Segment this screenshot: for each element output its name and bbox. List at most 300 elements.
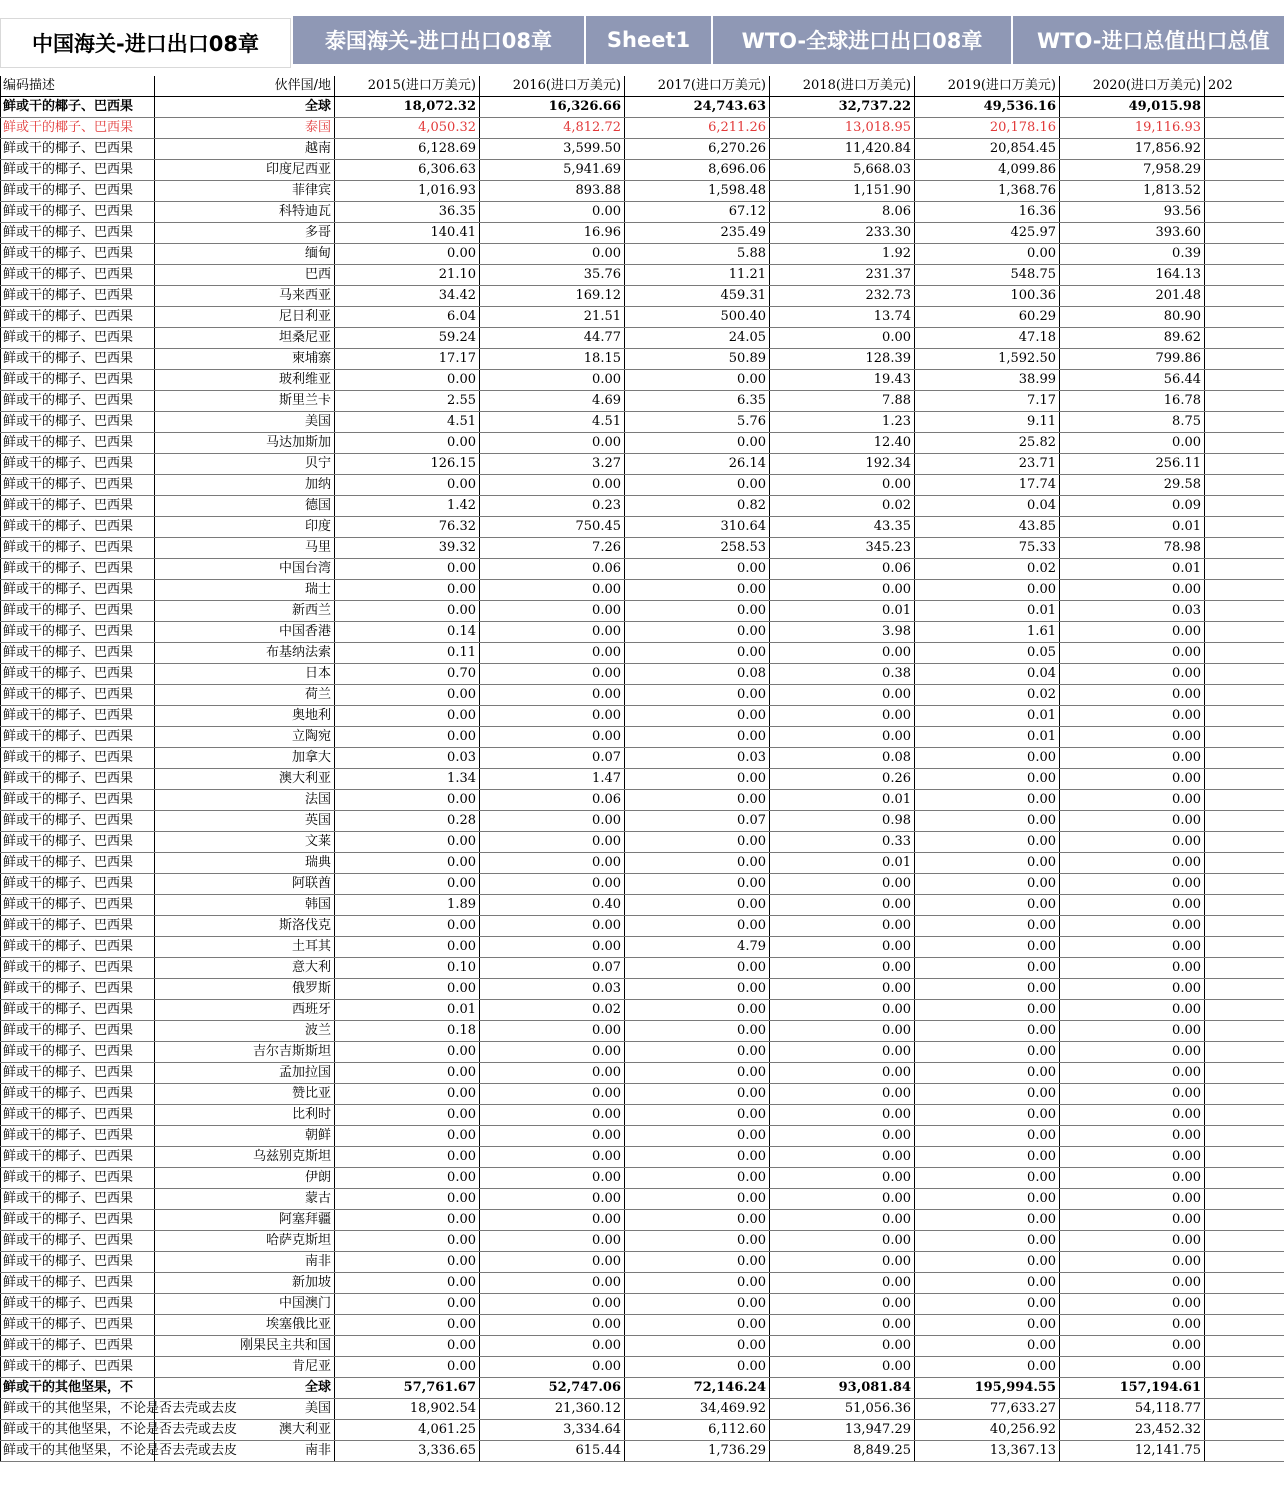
- cell-partner[interactable]: 斯洛伐克: [155, 916, 335, 937]
- cell-value[interactable]: 0.00: [1060, 622, 1205, 643]
- cell-value[interactable]: 0.00: [625, 706, 770, 727]
- cell-empty[interactable]: [1205, 1336, 1284, 1357]
- cell-value[interactable]: 18,902.54: [335, 1399, 480, 1420]
- cell-value[interactable]: 0.00: [625, 874, 770, 895]
- cell-empty[interactable]: [1205, 937, 1284, 958]
- header-cell[interactable]: 伙伴国/地: [155, 76, 335, 97]
- cell-value[interactable]: 75.33: [915, 538, 1060, 559]
- cell-value[interactable]: 0.00: [335, 1084, 480, 1105]
- cell-value[interactable]: 20,178.16: [915, 118, 1060, 139]
- cell-empty[interactable]: [1205, 664, 1284, 685]
- header-cell[interactable]: 编码描述: [1, 76, 155, 97]
- cell-empty[interactable]: [1205, 1399, 1284, 1420]
- cell-empty[interactable]: [1205, 832, 1284, 853]
- cell-partner[interactable]: 立陶宛: [155, 727, 335, 748]
- cell-value[interactable]: 0.00: [915, 937, 1060, 958]
- cell-value[interactable]: 0.00: [335, 790, 480, 811]
- cell-value[interactable]: 0.07: [480, 748, 625, 769]
- cell-empty[interactable]: [1205, 748, 1284, 769]
- cell-value[interactable]: 16.96: [480, 223, 625, 244]
- cell-value[interactable]: 0.00: [625, 1105, 770, 1126]
- cell-empty[interactable]: [1205, 286, 1284, 307]
- cell-value[interactable]: 0.00: [1060, 706, 1205, 727]
- cell-partner[interactable]: 巴西: [155, 265, 335, 286]
- cell-value[interactable]: 72,146.24: [625, 1378, 770, 1399]
- cell-partner[interactable]: 布基纳法索: [155, 643, 335, 664]
- cell-value[interactable]: 0.00: [625, 1126, 770, 1147]
- cell-description[interactable]: 鲜或干的椰子、巴西果: [1, 412, 155, 433]
- cell-empty[interactable]: [1205, 391, 1284, 412]
- cell-value[interactable]: 0.00: [915, 1063, 1060, 1084]
- cell-value[interactable]: 93.56: [1060, 202, 1205, 223]
- cell-value[interactable]: 47.18: [915, 328, 1060, 349]
- cell-value[interactable]: 0.00: [1060, 1315, 1205, 1336]
- cell-value[interactable]: 0.00: [480, 706, 625, 727]
- cell-value[interactable]: 21.10: [335, 265, 480, 286]
- cell-description[interactable]: 鲜或干的椰子、巴西果: [1, 1336, 155, 1357]
- cell-value[interactable]: 0.00: [625, 559, 770, 580]
- cell-value[interactable]: 36.35: [335, 202, 480, 223]
- cell-value[interactable]: 0.01: [915, 706, 1060, 727]
- cell-value[interactable]: 548.75: [915, 265, 1060, 286]
- cell-value[interactable]: 18,072.32: [335, 97, 480, 118]
- cell-partner[interactable]: 蒙古: [155, 1189, 335, 1210]
- cell-value[interactable]: 0.00: [1060, 1084, 1205, 1105]
- cell-partner[interactable]: 玻利维亚: [155, 370, 335, 391]
- cell-empty[interactable]: [1205, 790, 1284, 811]
- cell-description[interactable]: 鲜或干的其他坚果，不论是否去壳或去皮: [1, 1420, 155, 1441]
- cell-value[interactable]: 0.00: [770, 643, 915, 664]
- cell-value[interactable]: 18.15: [480, 349, 625, 370]
- cell-value[interactable]: 140.41: [335, 223, 480, 244]
- cell-value[interactable]: 3,336.65: [335, 1441, 480, 1462]
- cell-value[interactable]: 0.00: [335, 1042, 480, 1063]
- cell-partner[interactable]: 法国: [155, 790, 335, 811]
- cell-value[interactable]: 0.00: [335, 937, 480, 958]
- cell-value[interactable]: 0.02: [915, 559, 1060, 580]
- cell-partner[interactable]: 瑞士: [155, 580, 335, 601]
- cell-value[interactable]: 0.40: [480, 895, 625, 916]
- cell-value[interactable]: 0.00: [1060, 832, 1205, 853]
- cell-value[interactable]: 49,015.98: [1060, 97, 1205, 118]
- spreadsheet-grid[interactable]: [0, 76, 1284, 1491]
- cell-value[interactable]: 425.97: [915, 223, 1060, 244]
- cell-value[interactable]: 0.00: [335, 685, 480, 706]
- cell-value[interactable]: 0.00: [1060, 1210, 1205, 1231]
- cell-value[interactable]: 0.00: [770, 874, 915, 895]
- cell-description[interactable]: 鲜或干的椰子、巴西果: [1, 979, 155, 1000]
- cell-value[interactable]: 0.00: [625, 1147, 770, 1168]
- cell-value[interactable]: 8,696.06: [625, 160, 770, 181]
- cell-value[interactable]: 0.00: [770, 685, 915, 706]
- cell-value[interactable]: 393.60: [1060, 223, 1205, 244]
- cell-value[interactable]: 0.00: [335, 874, 480, 895]
- cell-value[interactable]: 13,947.29: [770, 1420, 915, 1441]
- cell-value[interactable]: 17,856.92: [1060, 139, 1205, 160]
- cell-empty[interactable]: [1205, 1210, 1284, 1231]
- cell-partner[interactable]: 肯尼亚: [155, 1357, 335, 1378]
- cell-empty[interactable]: [1205, 160, 1284, 181]
- cell-empty[interactable]: [1205, 118, 1284, 139]
- cell-value[interactable]: 77,633.27: [915, 1399, 1060, 1420]
- cell-value[interactable]: 6,112.60: [625, 1420, 770, 1441]
- cell-value[interactable]: 0.00: [915, 1294, 1060, 1315]
- cell-value[interactable]: 0.00: [1060, 433, 1205, 454]
- cell-value[interactable]: 0.00: [915, 1126, 1060, 1147]
- cell-partner[interactable]: 印度: [155, 517, 335, 538]
- cell-value[interactable]: 3,334.64: [480, 1420, 625, 1441]
- cell-value[interactable]: 0.00: [480, 1273, 625, 1294]
- cell-value[interactable]: 43.85: [915, 517, 1060, 538]
- cell-value[interactable]: 17.74: [915, 475, 1060, 496]
- cell-value[interactable]: 0.00: [335, 244, 480, 265]
- cell-description[interactable]: 鲜或干的椰子、巴西果: [1, 685, 155, 706]
- cell-value[interactable]: 0.00: [915, 958, 1060, 979]
- cell-value[interactable]: 21,360.12: [480, 1399, 625, 1420]
- cell-description[interactable]: 鲜或干的椰子、巴西果: [1, 1252, 155, 1273]
- cell-value[interactable]: 7.88: [770, 391, 915, 412]
- cell-value[interactable]: 0.01: [915, 727, 1060, 748]
- cell-description[interactable]: 鲜或干的椰子、巴西果: [1, 475, 155, 496]
- cell-empty[interactable]: [1205, 1357, 1284, 1378]
- cell-value[interactable]: 17.17: [335, 349, 480, 370]
- cell-value[interactable]: 0.00: [625, 1189, 770, 1210]
- cell-value[interactable]: 0.00: [480, 811, 625, 832]
- cell-empty[interactable]: [1205, 916, 1284, 937]
- cell-value[interactable]: 100.36: [915, 286, 1060, 307]
- cell-value[interactable]: 8.06: [770, 202, 915, 223]
- cell-description[interactable]: 鲜或干的椰子、巴西果: [1, 706, 155, 727]
- cell-partner[interactable]: 澳大利亚: [155, 769, 335, 790]
- cell-description[interactable]: 鲜或干的椰子、巴西果: [1, 874, 155, 895]
- cell-value[interactable]: 0.00: [480, 1021, 625, 1042]
- cell-value[interactable]: 4,099.86: [915, 160, 1060, 181]
- cell-description[interactable]: 鲜或干的椰子、巴西果: [1, 769, 155, 790]
- cell-description[interactable]: 鲜或干的椰子、巴西果: [1, 349, 155, 370]
- cell-value[interactable]: 0.00: [625, 1084, 770, 1105]
- cell-value[interactable]: 0.00: [625, 916, 770, 937]
- cell-empty[interactable]: [1205, 1273, 1284, 1294]
- cell-value[interactable]: 0.00: [625, 622, 770, 643]
- cell-empty[interactable]: [1205, 1315, 1284, 1336]
- header-cell[interactable]: 2017(进口万美元): [625, 76, 770, 97]
- cell-value[interactable]: 52,747.06: [480, 1378, 625, 1399]
- cell-value[interactable]: 0.00: [625, 769, 770, 790]
- cell-value[interactable]: 0.00: [770, 916, 915, 937]
- cell-value[interactable]: 0.00: [625, 1231, 770, 1252]
- cell-partner[interactable]: 马里: [155, 538, 335, 559]
- cell-description[interactable]: 鲜或干的椰子、巴西果: [1, 370, 155, 391]
- cell-value[interactable]: 1.34: [335, 769, 480, 790]
- cell-value[interactable]: 0.00: [335, 475, 480, 496]
- cell-value[interactable]: 0.02: [915, 685, 1060, 706]
- cell-value[interactable]: 4.51: [335, 412, 480, 433]
- cell-partner[interactable]: 全球: [155, 97, 335, 118]
- cell-value[interactable]: 195,994.55: [915, 1378, 1060, 1399]
- cell-value[interactable]: 0.00: [625, 370, 770, 391]
- cell-value[interactable]: 0.01: [915, 601, 1060, 622]
- sheet-tab-wto-total[interactable]: WTO-进口总值出口总值: [1013, 16, 1284, 64]
- cell-value[interactable]: 40,256.92: [915, 1420, 1060, 1441]
- cell-empty[interactable]: [1205, 1105, 1284, 1126]
- cell-value[interactable]: 0.00: [335, 1126, 480, 1147]
- cell-value[interactable]: 1.47: [480, 769, 625, 790]
- cell-value[interactable]: 157,194.61: [1060, 1378, 1205, 1399]
- cell-value[interactable]: 5,941.69: [480, 160, 625, 181]
- cell-partner[interactable]: 加拿大: [155, 748, 335, 769]
- cell-value[interactable]: 0.00: [1060, 811, 1205, 832]
- cell-partner[interactable]: 坦桑尼亚: [155, 328, 335, 349]
- cell-value[interactable]: 0.00: [1060, 790, 1205, 811]
- cell-value[interactable]: 0.82: [625, 496, 770, 517]
- cell-description[interactable]: 鲜或干的椰子、巴西果: [1, 1126, 155, 1147]
- cell-value[interactable]: 0.10: [335, 958, 480, 979]
- cell-value[interactable]: 0.98: [770, 811, 915, 832]
- cell-value[interactable]: 4.79: [625, 937, 770, 958]
- cell-value[interactable]: 0.00: [480, 664, 625, 685]
- cell-partner[interactable]: 吉尔吉斯斯坦: [155, 1042, 335, 1063]
- cell-value[interactable]: 0.00: [625, 1252, 770, 1273]
- cell-value[interactable]: 0.00: [915, 874, 1060, 895]
- cell-value[interactable]: 0.00: [915, 1105, 1060, 1126]
- cell-value[interactable]: 0.07: [625, 811, 770, 832]
- cell-value[interactable]: 0.00: [480, 622, 625, 643]
- cell-value[interactable]: 0.00: [1060, 769, 1205, 790]
- cell-partner[interactable]: 斯里兰卡: [155, 391, 335, 412]
- cell-value[interactable]: 0.00: [1060, 643, 1205, 664]
- cell-value[interactable]: 0.00: [1060, 979, 1205, 1000]
- cell-empty[interactable]: [1205, 454, 1284, 475]
- cell-value[interactable]: 0.00: [480, 1231, 625, 1252]
- cell-value[interactable]: 0.00: [1060, 1168, 1205, 1189]
- cell-value[interactable]: 0.00: [915, 244, 1060, 265]
- cell-description[interactable]: 鲜或干的椰子、巴西果: [1, 1042, 155, 1063]
- cell-value[interactable]: 9.11: [915, 412, 1060, 433]
- cell-partner[interactable]: 西班牙: [155, 1000, 335, 1021]
- cell-value[interactable]: 0.00: [770, 1189, 915, 1210]
- cell-value[interactable]: 0.00: [335, 1315, 480, 1336]
- cell-value[interactable]: 0.00: [335, 580, 480, 601]
- cell-value[interactable]: 44.77: [480, 328, 625, 349]
- cell-description[interactable]: 鲜或干的其他坚果，不: [1, 1378, 155, 1399]
- cell-value[interactable]: 54,118.77: [1060, 1399, 1205, 1420]
- cell-empty[interactable]: [1205, 517, 1284, 538]
- cell-empty[interactable]: [1205, 706, 1284, 727]
- cell-value[interactable]: 192.34: [770, 454, 915, 475]
- cell-value[interactable]: 0.01: [335, 1000, 480, 1021]
- cell-description[interactable]: 鲜或干的椰子、巴西果: [1, 1231, 155, 1252]
- cell-value[interactable]: 0.00: [335, 370, 480, 391]
- cell-partner[interactable]: 荷兰: [155, 685, 335, 706]
- cell-empty[interactable]: [1205, 412, 1284, 433]
- cell-value[interactable]: 0.00: [480, 1357, 625, 1378]
- cell-value[interactable]: 19.43: [770, 370, 915, 391]
- cell-value[interactable]: 0.00: [480, 1105, 625, 1126]
- cell-empty[interactable]: [1205, 1063, 1284, 1084]
- cell-value[interactable]: 0.00: [1060, 1231, 1205, 1252]
- cell-value[interactable]: 0.00: [625, 475, 770, 496]
- cell-empty[interactable]: [1205, 853, 1284, 874]
- cell-value[interactable]: 0.03: [1060, 601, 1205, 622]
- cell-value[interactable]: 0.11: [335, 643, 480, 664]
- cell-value[interactable]: 0.00: [335, 601, 480, 622]
- cell-value[interactable]: 0.00: [335, 1147, 480, 1168]
- cell-value[interactable]: 0.00: [480, 244, 625, 265]
- cell-value[interactable]: 0.00: [625, 685, 770, 706]
- cell-value[interactable]: 0.00: [480, 874, 625, 895]
- cell-value[interactable]: 35.76: [480, 265, 625, 286]
- cell-value[interactable]: 1,598.48: [625, 181, 770, 202]
- cell-value[interactable]: 2.55: [335, 391, 480, 412]
- cell-empty[interactable]: [1205, 1042, 1284, 1063]
- cell-value[interactable]: 0.00: [770, 937, 915, 958]
- cell-value[interactable]: 0.00: [480, 832, 625, 853]
- cell-value[interactable]: 0.00: [1060, 874, 1205, 895]
- cell-partner[interactable]: 中国澳门: [155, 1294, 335, 1315]
- cell-description[interactable]: 鲜或干的椰子、巴西果: [1, 307, 155, 328]
- cell-value[interactable]: 0.03: [335, 748, 480, 769]
- cell-value[interactable]: 0.00: [335, 727, 480, 748]
- cell-description[interactable]: 鲜或干的椰子、巴西果: [1, 643, 155, 664]
- cell-value[interactable]: 0.00: [625, 1294, 770, 1315]
- cell-value[interactable]: 0.00: [770, 1168, 915, 1189]
- cell-partner[interactable]: 尼日利亚: [155, 307, 335, 328]
- cell-value[interactable]: 500.40: [625, 307, 770, 328]
- cell-partner[interactable]: 瑞典: [155, 853, 335, 874]
- cell-value[interactable]: 6,211.26: [625, 118, 770, 139]
- cell-description[interactable]: 鲜或干的椰子、巴西果: [1, 853, 155, 874]
- cell-value[interactable]: 0.00: [1060, 1021, 1205, 1042]
- cell-value[interactable]: 12,141.75: [1060, 1441, 1205, 1462]
- cell-description[interactable]: 鲜或干的椰子、巴西果: [1, 1021, 155, 1042]
- cell-value[interactable]: 0.00: [480, 1294, 625, 1315]
- cell-partner[interactable]: 伊朗: [155, 1168, 335, 1189]
- cell-partner[interactable]: 越南: [155, 139, 335, 160]
- cell-empty[interactable]: [1205, 1420, 1284, 1441]
- cell-empty[interactable]: [1205, 1294, 1284, 1315]
- cell-value[interactable]: 5.88: [625, 244, 770, 265]
- cell-value[interactable]: 201.48: [1060, 286, 1205, 307]
- cell-partner[interactable]: 土耳其: [155, 937, 335, 958]
- cell-empty[interactable]: [1205, 496, 1284, 517]
- cell-value[interactable]: 0.00: [335, 1336, 480, 1357]
- cell-value[interactable]: 0.00: [1060, 1357, 1205, 1378]
- cell-value[interactable]: 0.23: [480, 496, 625, 517]
- cell-value[interactable]: 0.00: [915, 853, 1060, 874]
- cell-empty[interactable]: [1205, 1126, 1284, 1147]
- cell-value[interactable]: 0.00: [480, 1210, 625, 1231]
- cell-empty[interactable]: [1205, 244, 1284, 265]
- cell-empty[interactable]: [1205, 622, 1284, 643]
- cell-value[interactable]: 615.44: [480, 1441, 625, 1462]
- cell-value[interactable]: 0.00: [335, 1105, 480, 1126]
- cell-value[interactable]: 0.04: [915, 664, 1060, 685]
- cell-value[interactable]: 0.28: [335, 811, 480, 832]
- cell-empty[interactable]: [1205, 979, 1284, 1000]
- cell-description[interactable]: 鲜或干的椰子、巴西果: [1, 664, 155, 685]
- cell-partner[interactable]: 韩国: [155, 895, 335, 916]
- cell-value[interactable]: 0.00: [915, 1231, 1060, 1252]
- cell-value[interactable]: 13.74: [770, 307, 915, 328]
- cell-empty[interactable]: [1205, 475, 1284, 496]
- cell-value[interactable]: 0.00: [480, 475, 625, 496]
- cell-value[interactable]: 0.07: [480, 958, 625, 979]
- cell-value[interactable]: 0.00: [770, 1315, 915, 1336]
- cell-value[interactable]: 0.06: [480, 790, 625, 811]
- sheet-tab-thailand-customs[interactable]: 泰国海关-进口出口08章: [293, 16, 586, 64]
- cell-value[interactable]: 0.00: [335, 979, 480, 1000]
- cell-description[interactable]: 鲜或干的椰子、巴西果: [1, 1105, 155, 1126]
- cell-value[interactable]: 0.00: [1060, 1189, 1205, 1210]
- cell-value[interactable]: 0.00: [335, 706, 480, 727]
- cell-description[interactable]: 鲜或干的椰子、巴西果: [1, 811, 155, 832]
- cell-partner[interactable]: 柬埔寨: [155, 349, 335, 370]
- cell-partner[interactable]: 波兰: [155, 1021, 335, 1042]
- cell-value[interactable]: 0.00: [480, 601, 625, 622]
- cell-partner[interactable]: 文莱: [155, 832, 335, 853]
- cell-value[interactable]: 60.29: [915, 307, 1060, 328]
- cell-value[interactable]: 0.00: [915, 1000, 1060, 1021]
- cell-description[interactable]: 鲜或干的椰子、巴西果: [1, 1000, 155, 1021]
- cell-value[interactable]: 0.00: [770, 328, 915, 349]
- cell-value[interactable]: 23,452.32: [1060, 1420, 1205, 1441]
- cell-value[interactable]: 0.00: [625, 643, 770, 664]
- cell-value[interactable]: 0.00: [480, 202, 625, 223]
- cell-value[interactable]: 67.12: [625, 202, 770, 223]
- cell-value[interactable]: 0.00: [1060, 916, 1205, 937]
- cell-value[interactable]: 0.00: [770, 1231, 915, 1252]
- cell-value[interactable]: 24,743.63: [625, 97, 770, 118]
- cell-value[interactable]: 310.64: [625, 517, 770, 538]
- cell-value[interactable]: 6,306.63: [335, 160, 480, 181]
- cell-value[interactable]: 0.00: [625, 1273, 770, 1294]
- cell-value[interactable]: 0.00: [915, 1357, 1060, 1378]
- cell-empty[interactable]: [1205, 874, 1284, 895]
- cell-value[interactable]: 0.00: [770, 1084, 915, 1105]
- cell-value[interactable]: 0.00: [1060, 748, 1205, 769]
- cell-value[interactable]: 80.90: [1060, 307, 1205, 328]
- cell-value[interactable]: 0.01: [770, 790, 915, 811]
- cell-value[interactable]: 0.05: [915, 643, 1060, 664]
- cell-value[interactable]: 0.00: [770, 1252, 915, 1273]
- cell-value[interactable]: 0.00: [770, 1042, 915, 1063]
- cell-value[interactable]: 0.00: [915, 811, 1060, 832]
- cell-value[interactable]: 0.00: [915, 895, 1060, 916]
- cell-partner[interactable]: 贝宁: [155, 454, 335, 475]
- cell-empty[interactable]: [1205, 370, 1284, 391]
- cell-description[interactable]: 鲜或干的椰子、巴西果: [1, 433, 155, 454]
- cell-value[interactable]: 43.35: [770, 517, 915, 538]
- cell-value[interactable]: 39.32: [335, 538, 480, 559]
- cell-value[interactable]: 0.00: [915, 790, 1060, 811]
- cell-value[interactable]: 0.00: [625, 727, 770, 748]
- cell-value[interactable]: 4.69: [480, 391, 625, 412]
- cell-value[interactable]: 0.00: [770, 475, 915, 496]
- cell-value[interactable]: 0.00: [915, 1042, 1060, 1063]
- cell-value[interactable]: 0.00: [915, 1168, 1060, 1189]
- cell-value[interactable]: 0.00: [1060, 1126, 1205, 1147]
- cell-value[interactable]: 5.76: [625, 412, 770, 433]
- cell-value[interactable]: 0.00: [1060, 727, 1205, 748]
- cell-value[interactable]: 0.00: [1060, 1273, 1205, 1294]
- cell-partner[interactable]: 多哥: [155, 223, 335, 244]
- cell-partner[interactable]: 阿联酋: [155, 874, 335, 895]
- cell-value[interactable]: 76.32: [335, 517, 480, 538]
- cell-value[interactable]: 0.00: [480, 1084, 625, 1105]
- cell-empty[interactable]: [1205, 1441, 1284, 1462]
- cell-value[interactable]: 0.00: [770, 1357, 915, 1378]
- cell-value[interactable]: 0.00: [1060, 1252, 1205, 1273]
